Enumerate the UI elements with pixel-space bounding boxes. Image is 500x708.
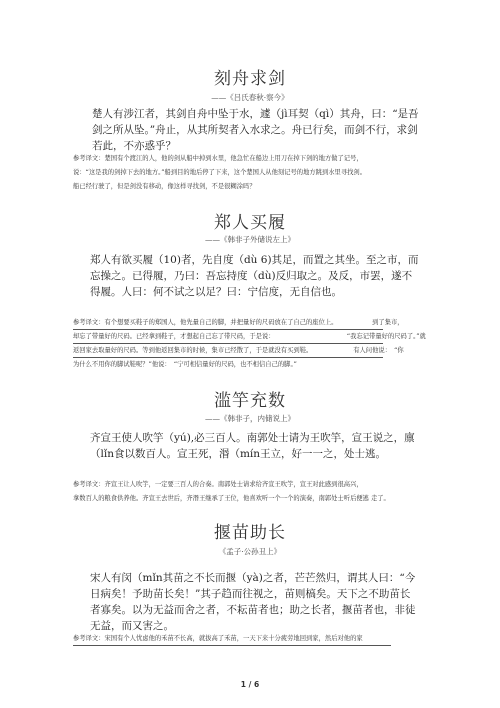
- section-1-body: 楚人有涉江者，其剑自舟中坠于水，遽（jì耳契（qì）其舟，曰：“是吾剑之所从坠。”舟止，从其所契者入水求之。舟已行矣，而剑不行，求剑若此，不亦惑乎？: [92, 108, 419, 152]
- section-2-note-line: 却忘了带量好的尺码。已经拿到鞋子，才想起自己忘了带尺码，于是说： “我忘记带量好的尺码了。”就: [73, 333, 426, 340]
- underline-rule: [73, 329, 383, 330]
- section-4-source: 《孟子·公孙丑上》: [218, 547, 282, 556]
- section-3-note-line: 拿数百人的粮食供养他。齐宣王去世后，齐湣王继承了王位，他喜欢听一个一个的演奏，南郭处士听后便逃 走了。: [73, 495, 390, 502]
- section-2-note-line: 返回家去取量好的尺码。等到他返回集市的时候，集市已经散了，于是就没有买到鞋。 有人问他说： “你: [73, 347, 404, 354]
- section-3-body: 齐宣王使人吹竽（yú),必三百人。南郭处士请为王吹竽，宣王说之，廪（lǐn食以数百人。宣王死，湣（mín王立，好一一之，处士逃。: [90, 432, 415, 460]
- page-number: 1 / 6: [240, 680, 260, 689]
- section-1-note-line: 参考译文：楚国有个渡江的人，他的剑从船中掉到水里，他急忙在船边上用刀在掉下剑的地方做了记号，: [73, 155, 363, 162]
- section-4-body: 宋人有闵（mǐn其苗之不长而揠（yà)之者，芒芒然归，谓其人曰：“今日病矣！予助苗长矣！”其子趋而往视之，苗则槁矣。天下之不助苗长者寡矣。以为无益而舍之者，不耘苗者也；助之长者，揠苗者也，非徒无益，而又害之。: [90, 572, 416, 632]
- underline-rule: [73, 645, 391, 646]
- section-1-note-line: 说：“这是我的剑掉下去的地方。”船到目的地后停了下来，这个楚国人从他刻记号的地方跳到水里寻找剑。: [73, 169, 367, 176]
- underline-rule: [73, 343, 383, 344]
- section-1-title: 刻舟求剑: [214, 69, 286, 89]
- underline-rule: [73, 357, 383, 358]
- section-2-note-line: 参考译文：有个想要买鞋子的郑国人，他先量自己的脚，并把量好的尺码放在了自己的座位上。 到了集市，: [73, 319, 404, 326]
- section-1-note-line: 船已经行驶了，但是剑没有移动，像这样寻找剑，不是很糊涂吗？: [73, 183, 256, 190]
- section-3-note-line: 参考译文：齐宣王让人吹竽，一定要三百人的合奏。南郭处士请求给齐宣王吹竽，宣王对此感到很高兴，: [73, 481, 363, 488]
- section-3-title: 滥竽充数: [214, 391, 286, 411]
- section-3-source: ——《韩非子，内储说上》: [205, 414, 295, 423]
- section-4-title: 揠苗助长: [214, 523, 286, 543]
- section-1-source: ——《吕氏春秋·察今》: [211, 93, 289, 102]
- section-2-source: ——《韩非子外储说左上》: [205, 235, 295, 244]
- section-2-note-line: 为什么不用你的脚试鞋呢？”他说： “宁可相信量好的尺码，也不相信自己的脚。”: [73, 361, 297, 368]
- section-2-body: 郑人有欲买履（10)者，先自度（dù 6)其足，而置之其坐。至之市，而忘操之。已得履，乃曰：吾忘持度（dù)反归取之。及反，市罢，遂不得履。人曰：何不试之以足？曰：宁信度，无自信也。: [90, 254, 419, 298]
- section-2-title: 郑人买履: [214, 213, 286, 233]
- section-4-note-line: 参考译文：宋国有个人忧虑他的禾苗不长高，就拔高了禾苗，一天下来十分疲劳地回到家，然后对他的家: [73, 635, 363, 642]
